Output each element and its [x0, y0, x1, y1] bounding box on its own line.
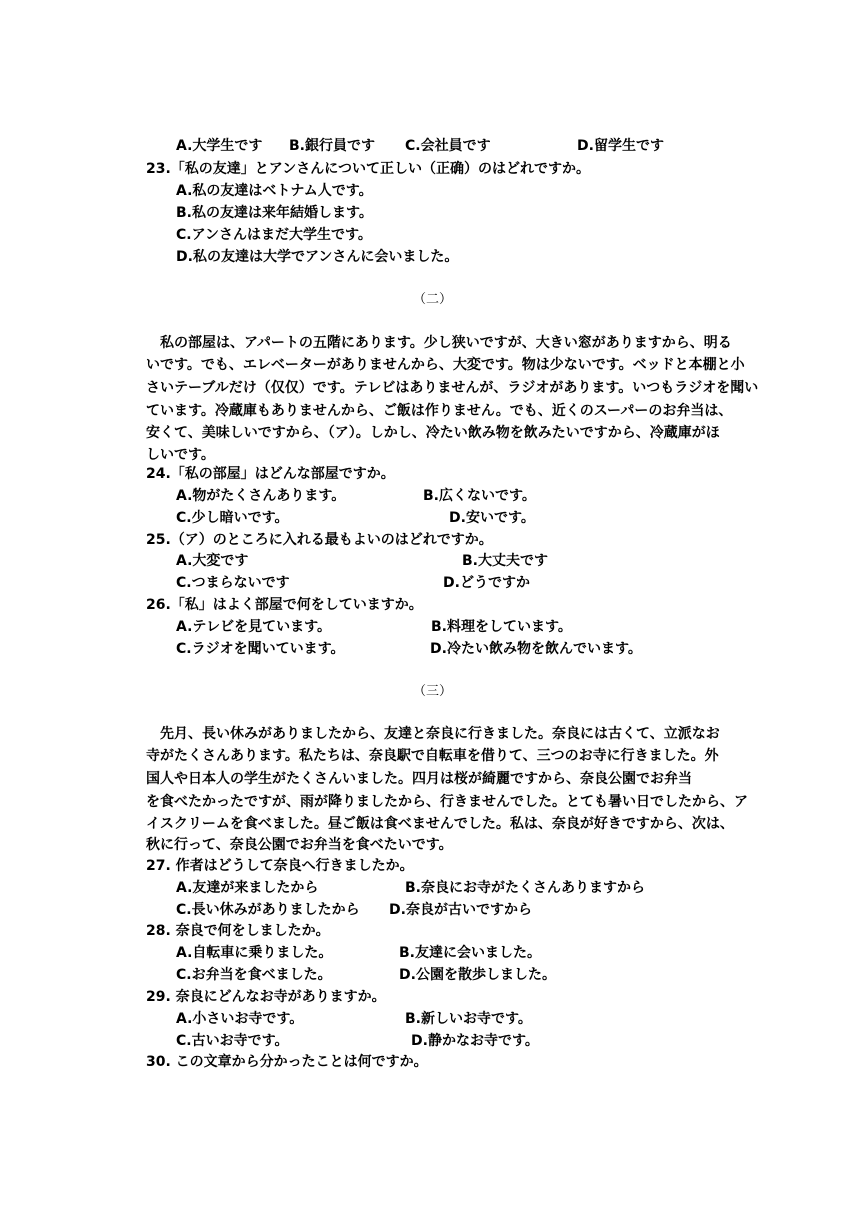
q28-question: 28. 奈良で何をしましたか。 [146, 923, 330, 939]
q25-option-a: A.大変です [176, 553, 249, 569]
section-3-passage-line: 秋に行って、奈良公園でお弁当を食べたいです。 [146, 837, 453, 853]
q27-option-a: A.友達が来ましたから [176, 880, 319, 896]
q29-option-a: A.小さいお寺です。 [176, 1011, 304, 1027]
q29-option-d: D.静かなお寺です。 [411, 1033, 539, 1049]
q24-option-b: B.広くないです。 [423, 488, 536, 504]
q28-option-c: C.お弁当を食べました。 [176, 967, 332, 983]
q29-option-b: B.新しいお寺です。 [405, 1011, 532, 1027]
q23-option-d: D.私の友達は大学でアンさんに会いました。 [176, 249, 459, 265]
q27-option-d: D.奈良が古いですから [389, 902, 532, 918]
section-3-passage-line: イスクリームを食べました。昼ご飯は食べませんでした。私は、奈良が好きですから、次は、 [146, 816, 734, 832]
section-3-passage-line: 先月、長い休みがありましたから、友達と奈良に行きました。奈良には古くて、立派なお [160, 726, 720, 742]
q23-question: 23.「私の友達」とアンさんについて正しい（正确）のはどれですか。 [146, 161, 590, 177]
q22-option-d: D.留学生です [577, 138, 664, 154]
q25-option-c: C.つまらないです [176, 575, 290, 591]
q30-question: 30. この文章から分かったことは何ですか。 [146, 1054, 428, 1070]
section-2-passage-line: 私の部屋は、アパートの五階にあります。少し狭いですが、大きい窓がありますから、明る [160, 335, 732, 351]
section-2-passage-line: ています。冷蔵庫もありませんから、ご飯は作りません。でも、近くのスーパーのお弁当は、 [146, 403, 733, 419]
section-2-passage-line: さいテーブルだけ（仅仅）です。テレビはありませんが、ラジオがあります。いつもラジオを聞い [146, 380, 759, 396]
section-3-passage-line: 寺がたくさんあります。私たちは、奈良駅で自転車を借りて、三つのお寺に行きました。外 [146, 748, 719, 764]
q23-option-a: A.私の友達はベトナム人です。 [176, 183, 373, 199]
q22-option-a: A.大学生です [176, 138, 263, 154]
q24-question: 24.「私の部屋」はどんな部屋ですか。 [146, 466, 395, 482]
q26-option-b: B.料理をしています。 [431, 619, 572, 635]
q29-question: 29. 奈良にどんなお寺がありますか。 [146, 989, 386, 1005]
q27-option-b: B.奈良にお寺がたくさんありますから [405, 880, 645, 896]
q28-option-b: B.友達に会いました。 [399, 945, 541, 961]
section-3-heading: （三） [413, 684, 453, 699]
section-3-passage-line: を食べたかったですが、雨が降りましたから、行きませんでした。とても暑い日でしたから、ア [146, 794, 748, 810]
q27-option-c: C.長い休みがありましたから [176, 902, 360, 918]
section-2-passage-line: しいです。 [146, 447, 215, 463]
q24-option-d: D.安いです。 [449, 510, 535, 526]
q26-option-c: C.ラジオを聞いています。 [176, 641, 345, 657]
q23-option-b: B.私の友達は来年結婚します。 [176, 205, 373, 221]
q24-option-c: C.少し暗いです。 [176, 510, 289, 526]
q26-option-a: A.テレビを見ています。 [176, 619, 332, 635]
q25-option-b: B.大丈夫です [462, 553, 548, 569]
section-2-passage-line: いです。でも、エレベーターがありませんから、大変です。物は少ないです。ベッドと本棚と小 [146, 357, 745, 373]
q24-option-a: A.物がたくさんあります。 [176, 488, 346, 504]
q28-option-a: A.自転車に乗りました。 [176, 945, 333, 961]
section-2-heading: （二） [413, 292, 453, 307]
q26-option-d: D.冷たい飲み物を飲んでいます。 [430, 641, 642, 657]
q22-option-c: C.会社員です [405, 138, 491, 154]
q22-option-b: B.銀行員です [289, 138, 375, 154]
q26-question: 26.「私」はよく部屋で何をしていますか。 [146, 597, 423, 613]
q28-option-d: D.公園を散歩しました。 [399, 967, 556, 983]
q29-option-c: C.古いお寺です。 [176, 1033, 289, 1049]
q25-option-d: D.どうですか [443, 575, 530, 591]
q25-question: 25.（ア）のところに入れる最もよいのはどれですか。 [146, 532, 493, 548]
q27-question: 27. 作者はどうして奈良へ行きましたか。 [146, 858, 414, 874]
section-2-passage-line: 安くて、美味しいですから、（ア）。しかし、冷たい飲み物を飲みたいですから、冷蔵庫がほ [146, 425, 720, 441]
q23-option-c: C.アンさんはまだ大学生です。 [176, 227, 372, 243]
section-3-passage-line: 国人や日本人の学生がたくさんいました。四月は桜が綺麗ですから、奈良公園でお弁当 [146, 771, 692, 787]
